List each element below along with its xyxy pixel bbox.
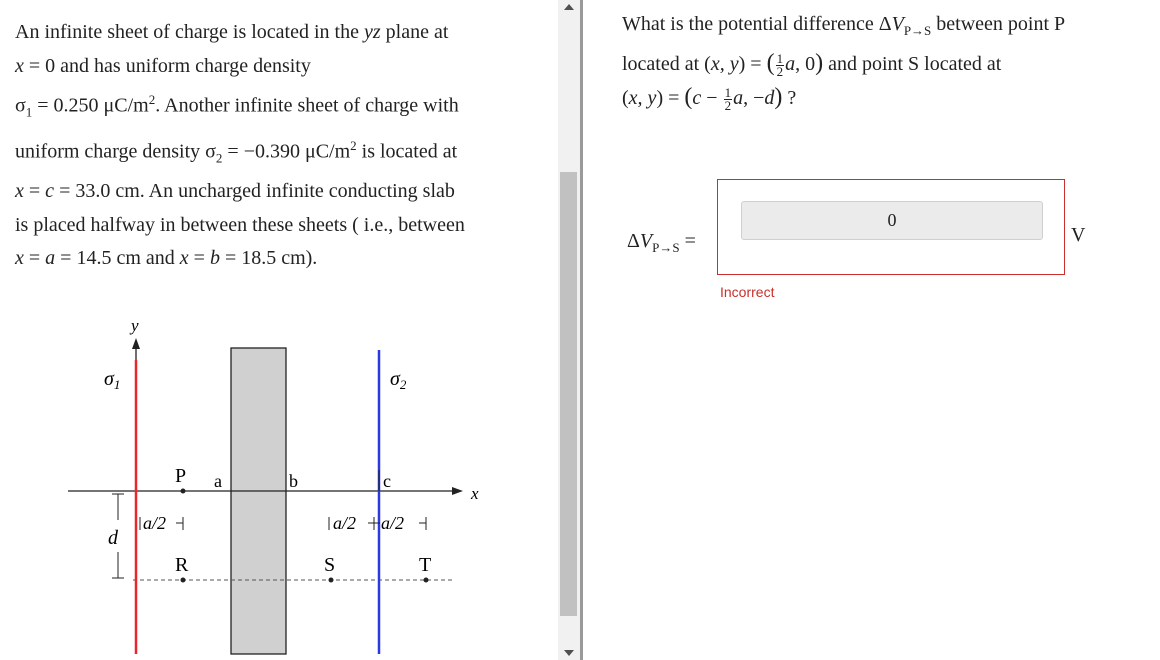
feedback-incorrect: Incorrect xyxy=(720,284,775,300)
point-S xyxy=(329,578,334,583)
half-a-label-2: a/2 xyxy=(333,513,357,533)
problem-text: An infinite sheet of charge is located in the yz plane at x = 0 and has uniform charge density $\sigma_1 = 0.250$ $\mu C/m^2$. Another infinite sheet of charge with uniform charge density $\sigma_2 = -0.390$ $\mu C/m^2$ is located at x = c = 33.0 cm. An uncharged infinite conducting slab is placed halfway in between these sheets ( i.e., between x = a = 14.5 cm and x = b = 18.5 cm). xyxy=(15,21,465,270)
charge-sheets-diagram xyxy=(0,0,558,660)
point-T xyxy=(424,578,429,583)
label-S: S xyxy=(324,554,336,576)
label-b: b xyxy=(289,471,298,491)
question-panel xyxy=(583,0,1160,660)
scroll-down-icon[interactable] xyxy=(564,650,574,656)
half-a-label-3: a/2 xyxy=(381,513,405,533)
y-axis-label: y xyxy=(131,316,139,335)
point-R xyxy=(181,578,186,583)
y-axis-arrow xyxy=(132,338,140,349)
label-a: a xyxy=(214,471,222,491)
conducting-slab xyxy=(231,348,286,654)
answer-unit: V xyxy=(1071,224,1086,246)
answer-input[interactable] xyxy=(741,201,1043,240)
vertical-scrollbar[interactable] xyxy=(558,0,580,660)
scroll-up-icon[interactable] xyxy=(564,4,574,10)
label-T: T xyxy=(419,554,432,576)
half-a-label-1: a/2 xyxy=(143,513,167,533)
point-P xyxy=(181,489,186,494)
sigma1-label: $\sigma_1$ xyxy=(104,368,121,392)
label-R: R xyxy=(175,554,189,576)
label-d: d xyxy=(108,527,118,549)
label-c: c xyxy=(383,471,391,491)
scrollbar-thumb[interactable] xyxy=(560,172,577,616)
label-P: P xyxy=(175,465,187,487)
question-text: What is the potential difference $\Delta V_{P\to S}$ between point P located at (x, y) = ( $\frac{1}{2}$ a, 0) and point S located at (x, y) = (c − $\frac{1}{2}$ a, −d) ? xyxy=(622,13,1066,113)
sigma2-label: $\sigma_2$ xyxy=(390,368,407,392)
x-axis-arrow xyxy=(452,487,463,495)
x-axis-label: x xyxy=(471,484,479,503)
answer-label: $\Delta V_{P\to S}$ = xyxy=(627,230,696,255)
problem-panel xyxy=(0,0,558,660)
